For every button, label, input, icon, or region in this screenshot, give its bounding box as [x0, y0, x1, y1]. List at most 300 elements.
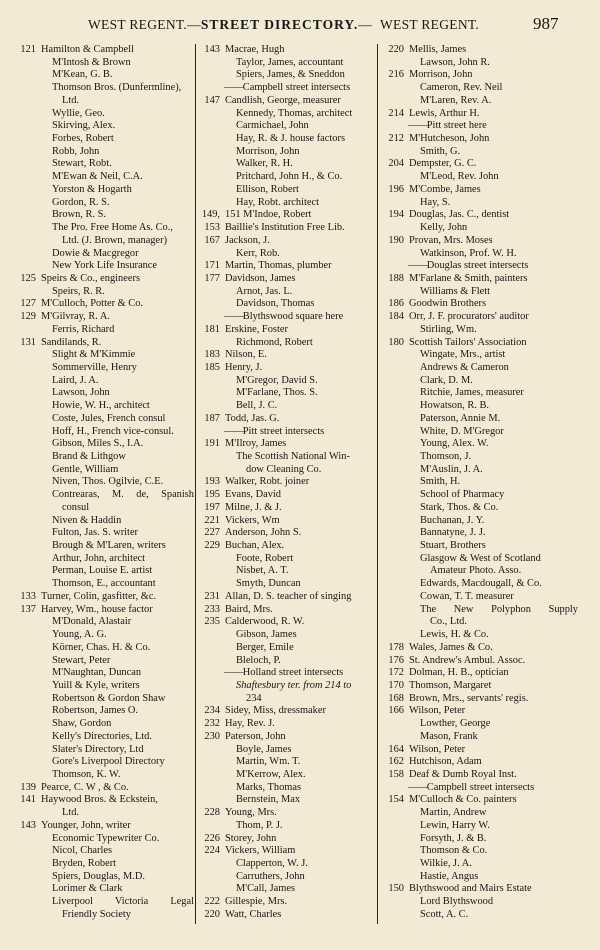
occupant-name: The Scottish National Win- — [236, 451, 350, 462]
house-number — [380, 616, 404, 629]
house-number — [196, 311, 220, 324]
house-number: 186 — [388, 298, 404, 310]
occupant-name: Wilson, Peter — [409, 705, 466, 717]
house-number — [380, 286, 404, 299]
directory-entry — [380, 527, 580, 540]
directory-entry — [6, 642, 196, 655]
directory-entry — [380, 464, 580, 477]
house-number: 226 — [204, 832, 220, 844]
occupant-name: Hay, R. & J. house factors — [236, 133, 345, 145]
house-number — [6, 489, 36, 502]
house-number — [6, 464, 36, 477]
house-number — [380, 324, 404, 337]
occupant-name: —— Pitt street intersects — [220, 426, 380, 439]
directory-entry — [6, 222, 196, 235]
occupant-name: Cameron, Rev. Neil — [420, 82, 503, 94]
directory-entry — [6, 133, 196, 146]
house-number — [6, 667, 36, 680]
directory-entry — [6, 540, 196, 553]
occupant-name: Liverpool Victoria Legal — [52, 896, 194, 908]
occupant-name: Younger, John, writer — [41, 819, 131, 831]
house-number — [6, 845, 36, 858]
directory-entry — [380, 782, 580, 795]
directory-entry — [6, 438, 196, 451]
directory-entry — [380, 756, 580, 769]
house-number — [196, 400, 220, 413]
occupant-name: M'Intosh & Brown — [52, 56, 131, 68]
directory-entry — [196, 400, 380, 413]
occupant-name: Ltd. — [62, 807, 80, 819]
directory-column-3 — [380, 44, 580, 924]
directory-entry — [380, 222, 580, 235]
house-number — [380, 578, 404, 591]
occupant-name: Lewis, Arthur H. — [409, 107, 480, 119]
occupant-name: Howie, W. H., architect — [52, 400, 150, 412]
directory-entry — [196, 197, 380, 210]
occupant-name: Vickers, Wm — [225, 514, 280, 526]
directory-entry — [196, 667, 380, 680]
house-number — [6, 413, 36, 426]
occupant-name: Smith, G. — [420, 145, 461, 157]
occupant-name: Young, A. G. — [52, 629, 107, 641]
occupant-name: Hay, Robt. architect — [236, 196, 319, 208]
directory-entry — [380, 883, 580, 896]
house-number — [196, 298, 220, 311]
directory-entry — [196, 260, 380, 273]
house-number: 125 — [20, 272, 36, 284]
occupant-name: —— Douglas street intersects — [404, 260, 580, 273]
directory-entry — [380, 120, 580, 133]
directory-entry — [196, 756, 380, 769]
directory-entry — [196, 235, 380, 248]
directory-entry — [380, 133, 580, 146]
house-number: 162 — [388, 756, 404, 768]
house-number: 216 — [388, 69, 404, 81]
house-number — [6, 57, 36, 70]
house-number: 129 — [20, 311, 36, 323]
directory-entry — [380, 57, 580, 70]
house-number — [6, 527, 36, 540]
directory-entry — [380, 311, 580, 324]
directory-entry — [6, 197, 196, 210]
directory-entry — [6, 349, 196, 362]
house-number — [196, 693, 220, 706]
house-number: 131 — [20, 336, 36, 348]
occupant-name: Smyth, Duncan — [236, 578, 301, 590]
page-header — [0, 0, 600, 44]
occupant-name: Macrae, Hugh — [225, 44, 285, 55]
occupant-name: Gibson, Miles S., I.A. — [52, 438, 144, 450]
directory-entry — [6, 629, 196, 642]
directory-entry — [196, 426, 380, 439]
house-number — [196, 184, 220, 197]
house-number: 171 — [204, 260, 220, 272]
directory-entry — [380, 197, 580, 210]
occupant-name: Kennedy, Thomas, architect — [236, 107, 353, 119]
directory-entry — [380, 604, 580, 617]
house-number — [380, 248, 404, 261]
house-number — [380, 413, 404, 426]
occupant-name: Bell, J. C. — [236, 400, 278, 412]
directory-entry — [380, 426, 580, 439]
house-number: 168 — [388, 692, 404, 704]
directory-entry — [6, 731, 196, 744]
house-number — [380, 400, 404, 413]
occupant-name: Jackson, J. — [225, 234, 270, 246]
house-number — [6, 693, 36, 706]
occupant-name: Lawson, John — [52, 387, 110, 399]
occupant-name: Stirling, Wm. — [420, 323, 477, 335]
directory-entry — [196, 146, 380, 159]
occupant-name: Lorimer & Clark — [52, 883, 123, 895]
directory-entry — [196, 311, 380, 324]
occupant-name: Niven & Haddin — [52, 514, 122, 526]
occupant-name: Forsyth, J. & B. — [420, 832, 487, 844]
house-number — [6, 642, 36, 655]
house-number — [6, 146, 36, 159]
occupant-name: Dempster, G. C. — [409, 158, 477, 170]
occupant-name: Laird, J. A. — [52, 374, 99, 386]
directory-entry — [380, 375, 580, 388]
directory-entry — [196, 184, 380, 197]
house-number — [380, 833, 404, 846]
occupant-name: Contrearas, M. de, Spanish — [52, 489, 194, 501]
directory-entry — [196, 324, 380, 337]
directory-entry — [380, 82, 580, 95]
house-number: 231 — [204, 590, 220, 602]
house-number: 149, — [201, 209, 220, 221]
house-number — [380, 565, 404, 578]
occupant-name: Kelly, John — [420, 222, 468, 234]
directory-entry — [380, 591, 580, 604]
directory-entry — [6, 158, 196, 171]
house-number — [380, 197, 404, 210]
house-number — [380, 604, 404, 617]
house-number — [6, 578, 36, 591]
directory-entry — [196, 629, 380, 642]
occupant-name: Calderwood, R. W. — [225, 616, 305, 628]
directory-entry — [196, 718, 380, 731]
occupant-name: Walker, R. H. — [236, 158, 293, 170]
occupant-name: Baird, Mrs. — [225, 603, 273, 615]
directory-entry — [6, 616, 196, 629]
directory-entry — [380, 158, 580, 171]
directory-entry — [380, 400, 580, 413]
occupant-name: The Pro. Free Home As. Co., — [52, 222, 173, 234]
occupant-name: Thomson & Co. — [420, 845, 488, 857]
directory-entry — [196, 337, 380, 350]
house-number — [196, 171, 220, 184]
occupant-name: M'Ewan & Neil, C.A. — [52, 171, 143, 183]
house-number — [6, 515, 36, 528]
house-number — [380, 120, 404, 133]
occupant-name: Brown, Mrs., servants' regis. — [409, 692, 529, 704]
directory-entry — [380, 820, 580, 833]
house-number — [380, 146, 404, 159]
occupant-name: 234 — [246, 692, 262, 704]
directory-entry — [380, 413, 580, 426]
occupant-name: Ritchie, James, measurer — [420, 387, 524, 399]
house-number — [380, 871, 404, 884]
occupant-name: Williams & Flett — [420, 285, 491, 297]
directory-entry — [6, 451, 196, 464]
directory-entry — [380, 248, 580, 261]
house-number: 153 — [204, 222, 220, 234]
occupant-name: Carmichael, John — [236, 120, 309, 132]
directory-entry — [196, 578, 380, 591]
directory-entry — [6, 120, 196, 133]
occupant-name: Perman, Louise E. artist — [52, 565, 153, 577]
directory-entry — [380, 502, 580, 515]
occupant-name: Walker, Robt. joiner — [225, 476, 310, 488]
directory-entry — [6, 769, 196, 782]
house-number — [196, 337, 220, 350]
house-number — [380, 362, 404, 375]
occupant-name: Glasgow & West of Scotland — [420, 552, 541, 564]
directory-entry — [196, 858, 380, 871]
directory-entry — [6, 489, 196, 502]
directory-entry — [380, 324, 580, 337]
directory-entry — [196, 553, 380, 566]
occupant-name: Edwards, Macdougall, & Co. — [420, 578, 542, 590]
directory-entry — [380, 146, 580, 159]
house-number — [380, 464, 404, 477]
occupant-name: —— Pitt street here — [404, 120, 580, 133]
directory-entry — [196, 273, 380, 286]
occupant-name: Howatson, R. B. — [420, 400, 489, 412]
directory-entry — [380, 260, 580, 273]
occupant-name: Thomson Bros. (Dunfermline), — [52, 82, 182, 94]
directory-entry — [196, 515, 380, 528]
house-number — [6, 426, 36, 439]
directory-entry — [380, 553, 580, 566]
house-number — [196, 578, 220, 591]
house-number: 234 — [204, 705, 220, 717]
running-head-title: STREET DIRECTORY. — [200, 17, 359, 32]
directory-entry — [6, 515, 196, 528]
occupant-name: Wingate, Mrs., artist — [420, 349, 506, 361]
house-number — [6, 616, 36, 629]
directory-entry — [6, 782, 196, 795]
occupant-name: dow Cleaning Co. — [246, 463, 322, 475]
house-number — [6, 553, 36, 566]
house-number: 227 — [204, 527, 220, 539]
occupant-name: Stewart, Peter — [52, 654, 111, 666]
occupant-name: Lawson, John R. — [420, 56, 490, 68]
directory-entry — [6, 667, 196, 680]
house-number — [6, 133, 36, 146]
directory-entry — [196, 222, 380, 235]
house-number — [196, 629, 220, 642]
occupant-name: Morrison, John — [409, 69, 473, 81]
occupant-name: Körner, Chas. H. & Co. — [52, 641, 151, 653]
occupant-name: Yuill & Kyle, writers — [52, 679, 140, 691]
house-number: 222 — [204, 896, 220, 908]
occupant-name: Stark, Thos. & Co. — [420, 501, 499, 513]
directory-entry — [6, 209, 196, 222]
occupant-name: M'Farlane & Smith, painters — [409, 272, 528, 284]
house-number: 204 — [388, 158, 404, 170]
running-head-left — [88, 17, 372, 33]
directory-entry — [196, 769, 380, 782]
directory-entry — [6, 871, 196, 884]
house-number — [380, 718, 404, 731]
house-number — [6, 209, 36, 222]
directory-entry — [6, 845, 196, 858]
occupant-name: —— Campbell street intersects — [220, 82, 380, 95]
occupant-name: Allan, D. S. teacher of singing — [225, 590, 352, 602]
directory-entry — [196, 171, 380, 184]
directory-entry — [380, 451, 580, 464]
house-number — [380, 375, 404, 388]
house-number — [6, 324, 36, 337]
occupant-name: Lord Blythswood — [420, 896, 494, 908]
house-number — [380, 387, 404, 400]
occupant-name: Brown, R. S. — [52, 209, 106, 221]
directory-entry — [196, 527, 380, 540]
house-number — [6, 69, 36, 82]
occupant-name: Watkinson, Prof. W. H. — [420, 247, 517, 259]
occupant-name: M'Culloch & Co. painters — [409, 794, 517, 806]
occupant-name: M'Gilvray, R. A. — [41, 311, 111, 323]
occupant-name: Hay, Rev. J. — [225, 718, 275, 730]
directory-entry — [196, 298, 380, 311]
house-number — [196, 820, 220, 833]
directory-entry — [380, 387, 580, 400]
house-number: 178 — [388, 641, 404, 653]
directory-entry — [6, 553, 196, 566]
directory-entry — [196, 680, 380, 693]
occupant-name: Storey, John — [225, 832, 277, 844]
house-number: 143 — [20, 819, 36, 831]
directory-column-1 — [6, 44, 196, 924]
occupant-name: Sommerville, Henry — [52, 361, 137, 373]
house-number — [196, 57, 220, 70]
occupant-name: Ellison, Robert — [236, 183, 299, 195]
directory-entry — [196, 845, 380, 858]
directory-entry — [6, 311, 196, 324]
house-number: 164 — [388, 743, 404, 755]
occupant-name: Skirving, Alex. — [52, 120, 116, 132]
occupant-name: Andrews & Cameron — [420, 361, 509, 373]
occupant-name: Speirs, R. R. — [52, 285, 105, 297]
directory-entry — [380, 642, 580, 655]
occupant-name: Sandilands, R. — [41, 336, 102, 348]
house-number — [380, 260, 404, 273]
occupant-name: Pearce, C. W , & Co. — [41, 781, 129, 793]
directory-entry — [196, 451, 380, 464]
occupant-name: Harvey, Wm., house factor — [41, 603, 153, 615]
occupant-name: Martin, Wm. T. — [236, 756, 301, 768]
house-number — [380, 57, 404, 70]
occupant-name: Clapperton, W. J. — [236, 858, 308, 869]
house-number — [380, 540, 404, 553]
occupant-name: Bannatyne, J. J. — [420, 527, 486, 539]
house-number: 167 — [204, 234, 220, 246]
directory-entry — [196, 591, 380, 604]
occupant-name: Kerr, Rob. — [236, 247, 280, 259]
occupant-name: Goodwin Brothers — [409, 298, 487, 310]
occupant-name: Henry, J. — [225, 361, 263, 373]
house-number — [6, 349, 36, 362]
directory-entry — [380, 286, 580, 299]
directory-entry — [6, 591, 196, 604]
house-number: 181 — [204, 323, 220, 335]
house-number — [196, 133, 220, 146]
occupant-name: Niven, Thos. Ogilvie, C.E. — [52, 476, 164, 488]
directory-entry — [380, 69, 580, 82]
occupant-name: Fulton, Jas. S. writer — [52, 527, 139, 539]
house-number: 143 — [204, 44, 220, 55]
directory-entry — [380, 807, 580, 820]
occupant-name: Pritchard, John H., & Co. — [236, 171, 343, 183]
house-number — [380, 553, 404, 566]
occupant-name: M'Gregor, David S. — [236, 374, 318, 386]
house-number: 235 — [204, 616, 220, 628]
occupant-name: New York Life Insurance — [52, 260, 158, 272]
house-number — [196, 883, 220, 896]
directory-entry — [380, 845, 580, 858]
directory-entry — [196, 896, 380, 909]
occupant-name: Scott, A. C. — [420, 908, 469, 920]
directory-entry — [196, 705, 380, 718]
directory-entry — [196, 871, 380, 884]
occupant-name: Taylor, James, accountant — [236, 56, 344, 68]
house-number — [6, 769, 36, 782]
occupant-name: Gillespie, Mrs. — [225, 896, 288, 908]
occupant-name: Robb, John — [52, 145, 100, 157]
house-number — [6, 565, 36, 578]
house-number — [6, 718, 36, 731]
occupant-name: Amateur Photo. Asso. — [430, 565, 522, 577]
house-number — [6, 184, 36, 197]
house-number — [6, 655, 36, 668]
occupant-name: Gentle, William — [52, 463, 119, 475]
directory-entry — [380, 273, 580, 286]
directory-entry — [6, 896, 196, 909]
occupant-name: M'Hutcheson, John — [409, 133, 490, 145]
occupant-name: Todd, Jas. G. — [225, 412, 280, 424]
occupant-name: Hastie, Angus — [420, 870, 479, 882]
house-number: 224 — [204, 845, 220, 857]
directory-entry — [196, 286, 380, 299]
directory-entry — [196, 744, 380, 757]
occupant-name: Bernstein, Max — [236, 794, 301, 806]
occupant-name: Nicol, Charles — [52, 845, 113, 857]
house-number: 188 — [388, 272, 404, 284]
occupant-name: Buchan, Alex. — [225, 540, 285, 552]
directory-entry — [380, 578, 580, 591]
running-head-street: WEST REGENT.— — [88, 17, 201, 32]
directory-entry — [196, 44, 380, 57]
occupant-name: Spiers, James, & Sneddon — [236, 69, 345, 81]
directory-entry — [196, 655, 380, 668]
house-number — [380, 476, 404, 489]
house-number — [380, 591, 404, 604]
directory-entry — [196, 883, 380, 896]
directory-entry — [196, 57, 380, 70]
directory-entry — [380, 744, 580, 757]
house-number — [196, 387, 220, 400]
house-number — [380, 349, 404, 362]
directory-entry — [6, 858, 196, 871]
directory-entry — [380, 616, 580, 629]
house-number — [196, 286, 220, 299]
occupant-name: Douglas, Jas. C., dentist — [409, 209, 510, 221]
occupant-name: Ltd. (J. Brown, manager) — [62, 234, 168, 246]
directory-entry — [6, 82, 196, 95]
house-number — [6, 629, 36, 642]
